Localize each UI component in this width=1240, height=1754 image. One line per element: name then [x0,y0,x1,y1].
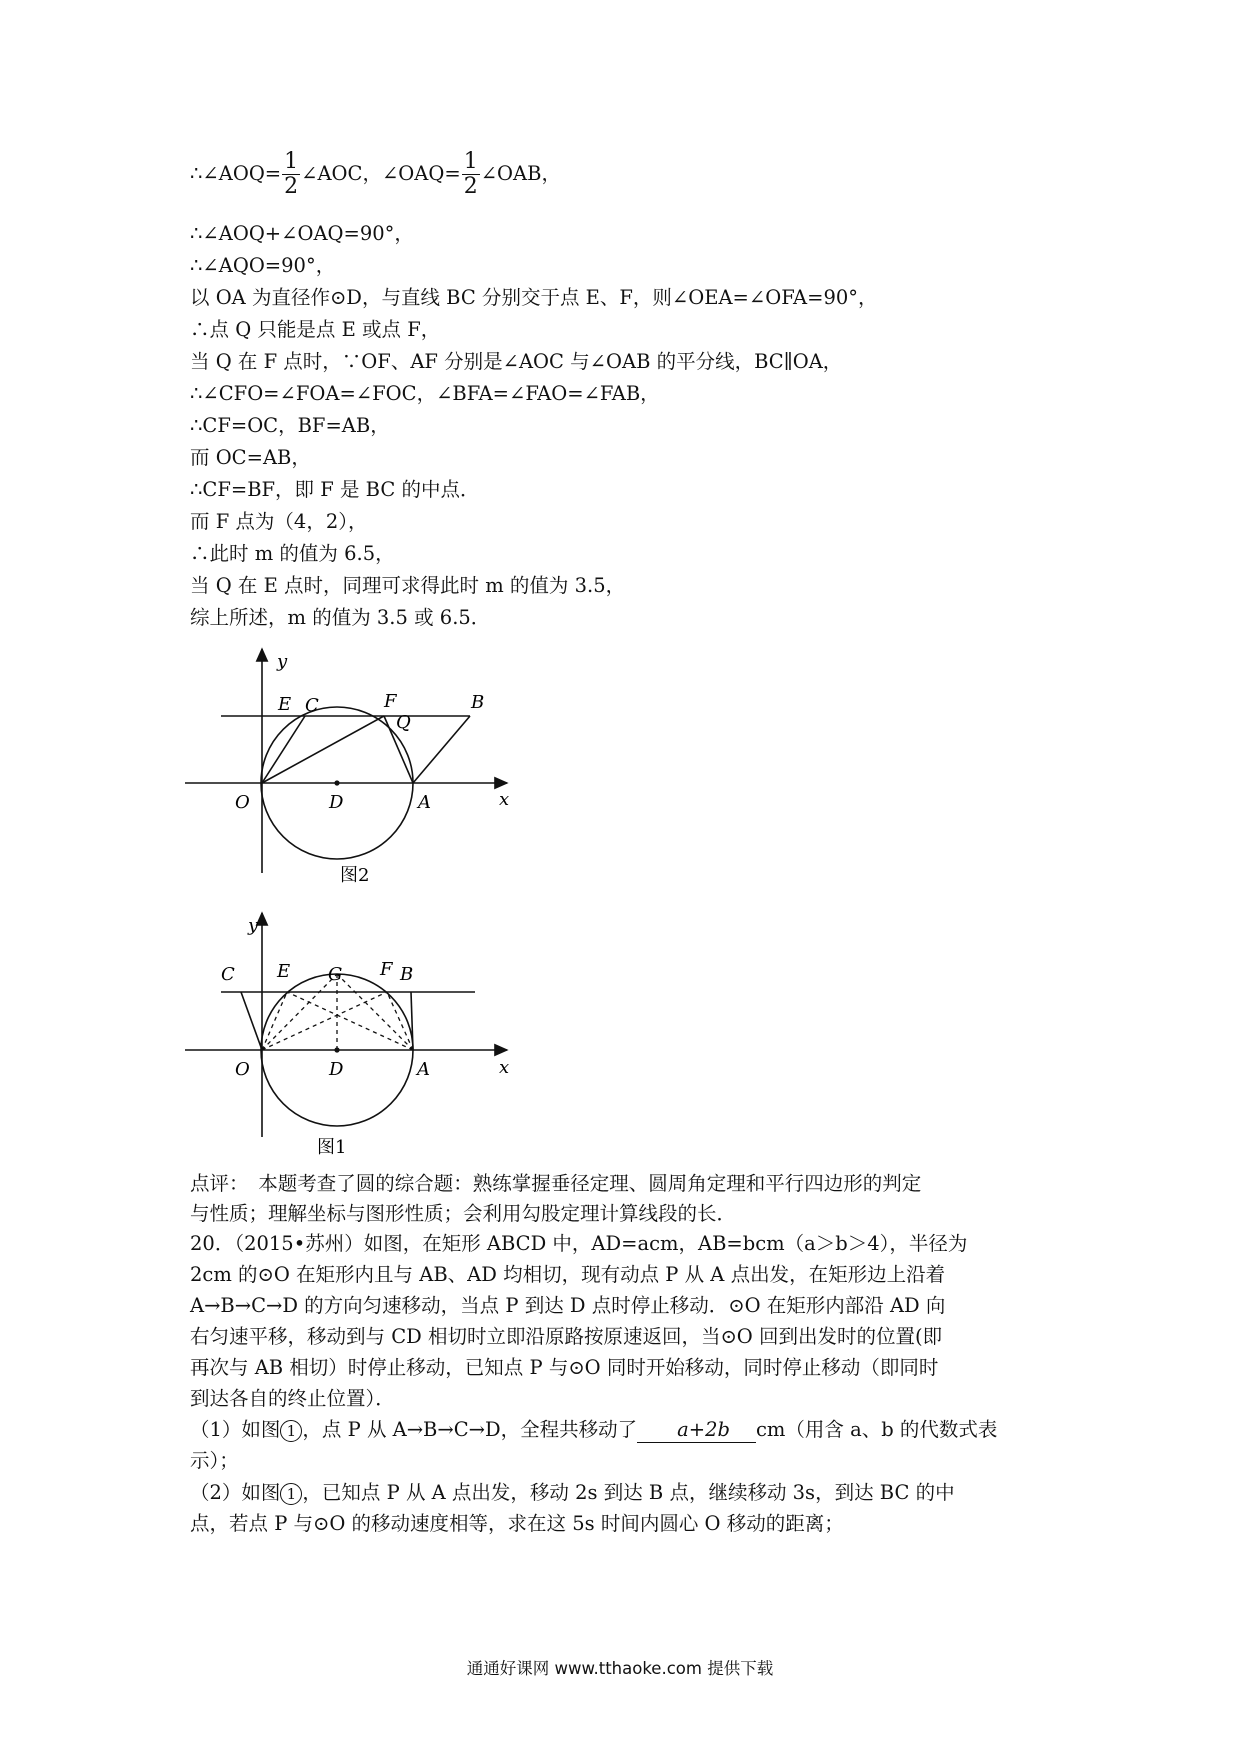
review-line-2: 与性质；理解坐标与图形性质；会利用勾股定理计算线段的长． [190,1202,737,1225]
fig1-label-E: E [277,961,291,982]
solution-line-11: 而 F 点为（4，2）， [190,510,368,533]
problem20-line-4: 右匀速平移，移动到与 CD 相切时立即沿原路按原速返回，当⊙O 回到出发时的位置(即 [190,1325,943,1348]
solution-line-10: ∴CF=BF，即 F 是 BC 的中点． [190,478,480,501]
circled-number-1: 1 [280,1420,302,1442]
problem20-line-3: A→B→C→D 的方向匀速移动，当点 P 到达 D 点时停止移动．⊙O 在矩形内部沿 AD 向 [190,1294,946,1317]
page-footer: 通通好课网 www.tthaoke.com 提供下载 [466,1659,774,1678]
fraction-half: $\frac{1}{2}$ [463,149,478,199]
problem20-line-6: 到达各自的终止位置）． [190,1387,395,1410]
problem20-question-2-cont: 点，若点 P 与⊙O 的移动速度相等，求在这 5s 时间内圆心 O 移动的距离； [190,1512,844,1535]
solution-line-9: 而 OC=AB， [190,446,311,469]
text-segment: ∠OAB， [480,162,561,185]
fig2-label-D: D [329,792,344,813]
solution-line-5: ∴点 Q 只能是点 E 或点 F， [190,318,441,341]
solution-line-4: 以 OA 为直径作⊙D，与直线 BC 分别交于点 E、F，则∠OEA=∠OFA=90°， [190,286,878,309]
fig2-label-Q: Q [396,712,411,733]
solution-line-3: ∴∠AQO=90°， [190,254,336,277]
fig2-label-y: y [277,651,288,672]
fig2-label-B: B [471,692,485,713]
fig1-label-C: C [221,964,235,985]
fig1-label-A: A [417,1059,430,1080]
review-line-1: 点评： 本题考查了圆的综合题：熟练掌握垂径定理、圆周角定理和平行四边形的判定 [190,1172,922,1195]
problem20-line-2: 2cm 的⊙O 在矩形内且与 AB、AD 均相切，现有动点 P 从 A 点出发，在矩形边上沿着 [190,1263,946,1286]
solution-line-12: ∴此时 m 的值为 6.5， [190,542,395,565]
fig1-caption: 图1 [317,1137,347,1158]
fig2-label-A: A [418,792,431,813]
fig1-label-F: F [380,959,393,980]
problem20-line-1: 20．（2015•苏州）如图，在矩形 ABCD 中，AD=acm，AB=bcm（a＞b＞4），半径为 [190,1232,968,1255]
figure-1-diagram [185,905,525,1160]
fig2-label-E: E [278,694,292,715]
problem20-question-1 [190,1418,997,1443]
circled-number-1: 1 [280,1483,302,1505]
fraction-half: $\frac{1}{2}$ [284,149,299,199]
fig2-label-F: F [384,691,397,712]
fig2-label-C: C [305,695,319,716]
solution-line-14: 综上所述，m 的值为 3.5 或 6.5． [190,606,491,629]
problem20-question-1-cont: 示）； [190,1449,239,1472]
problem20-question-2 [190,1481,955,1505]
figure-1 [185,905,525,1165]
figure-2 [185,645,525,890]
solution-line-7: ∴∠CFO=∠FOA=∠FOC，∠BFA=∠FAO=∠FAB， [190,382,660,405]
fig2-label-O: O [235,792,250,813]
fig1-label-B: B [400,964,414,985]
text-segment: cm（用含 a、b 的代数式表 [755,1418,998,1441]
solution-line-13: 当 Q 在 E 点时，同理可求得此时 m 的值为 3.5， [190,574,626,597]
solution-line-8: ∴CF=OC，BF=AB， [190,414,390,437]
text-segment: ，点 P 从 A→B→C→D，全程共移动了 [302,1418,638,1441]
solution-line-2: ∴∠AOQ+∠OAQ=90°， [190,222,414,245]
fig1-label-x: x [499,1057,510,1078]
fig1-label-y: y [248,915,259,936]
fig1-label-O: O [235,1059,250,1080]
fig2-label-x: x [499,789,510,810]
solution-line-1 [190,150,561,199]
fig1-label-G: G [328,964,343,985]
text-segment: ∴∠AOQ= [190,162,282,185]
text-segment: （1）如图 [190,1418,281,1441]
problem20-line-5: 再次与 AB 相切）时停止移动，已知点 P 与⊙O 同时开始移动，同时停止移动（即同时 [190,1356,939,1379]
solution-line-6: 当 Q 在 F 点时，∵OF、AF 分别是∠AOC 与∠OAB 的平分线，BC∥OA， [190,350,843,373]
text-segment: ∠AOC，∠OAQ= [301,162,461,185]
answer-blank: a+2b [637,1418,756,1443]
fig2-caption: 图2 [340,865,370,885]
text-segment: （2）如图 [190,1481,281,1504]
text-segment: ，已知点 P 从 A 点出发，移动 2s 到达 B 点，继续移动 3s，到达 BC 的中 [302,1481,955,1504]
fig1-label-D: D [329,1059,344,1080]
figure-2-diagram [185,645,525,885]
